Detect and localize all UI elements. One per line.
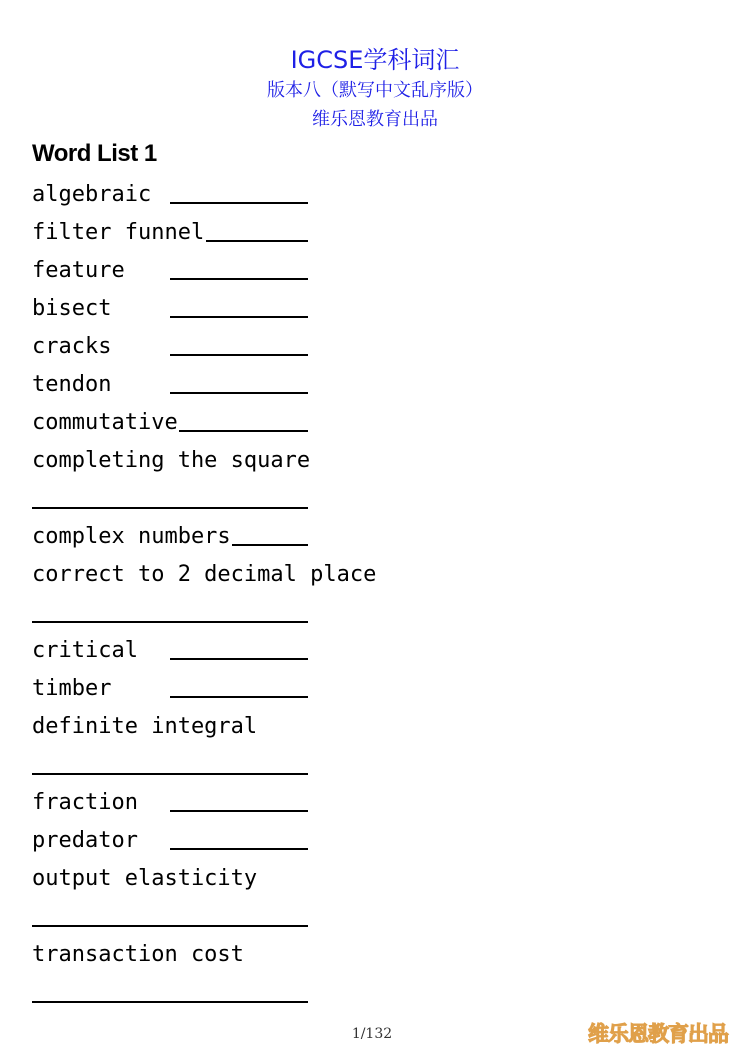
document-subtitle: 版本八（默写中文乱序版） <box>267 80 483 101</box>
answer-blank[interactable] <box>170 810 308 812</box>
word-entry <box>32 822 452 860</box>
word-entry <box>32 518 452 556</box>
word-term-line <box>32 556 452 594</box>
word-entry <box>32 404 452 442</box>
document-title: IGCSE学科词汇 <box>290 46 460 74</box>
word-entry <box>32 252 452 290</box>
word-term-line <box>32 708 452 746</box>
word-term: tendon <box>32 372 112 397</box>
word-term-line <box>32 936 452 974</box>
answer-blank[interactable] <box>170 658 308 660</box>
word-entry <box>32 366 452 404</box>
word-entry <box>32 936 452 1012</box>
answer-blank[interactable] <box>170 392 308 394</box>
word-term-line <box>32 442 452 480</box>
word-term: commutative <box>32 410 178 435</box>
answer-line <box>32 746 452 784</box>
word-term-line <box>32 860 452 898</box>
answer-line <box>32 898 452 936</box>
answer-blank[interactable] <box>32 1001 308 1003</box>
word-entry <box>32 290 452 328</box>
word-term: fraction <box>32 790 138 815</box>
word-entry <box>32 860 452 936</box>
word-term: correct to 2 decimal place <box>32 562 377 587</box>
answer-blank[interactable] <box>170 278 308 280</box>
answer-blank[interactable] <box>232 544 308 546</box>
word-list-heading: Word List 1 <box>32 140 157 167</box>
word-entry <box>32 784 452 822</box>
answer-blank[interactable] <box>32 507 308 509</box>
answer-blank[interactable] <box>179 430 308 432</box>
word-term: definite integral <box>32 714 258 739</box>
word-term: bisect <box>32 296 112 321</box>
word-term: critical <box>32 638 138 663</box>
word-term: output elasticity <box>32 866 258 891</box>
page-number: 1/132 <box>351 1026 393 1042</box>
word-entry <box>32 708 452 784</box>
word-entry <box>32 214 452 252</box>
word-term: complex numbers <box>32 524 231 549</box>
word-list <box>32 176 452 1012</box>
answer-blank[interactable] <box>170 202 308 204</box>
publisher-watermark: 维乐恩教育出品 <box>588 1022 728 1046</box>
answer-blank[interactable] <box>32 773 308 775</box>
word-term: timber <box>32 676 112 701</box>
word-term: predator <box>32 828 138 853</box>
answer-line <box>32 974 452 1012</box>
answer-blank[interactable] <box>170 316 308 318</box>
word-term: transaction cost <box>32 942 244 967</box>
word-term: algebraic <box>32 182 152 207</box>
publisher-line: 维乐恩教育出品 <box>312 109 438 130</box>
answer-blank[interactable] <box>170 848 308 850</box>
word-term: cracks <box>32 334 112 359</box>
word-term: filter funnel <box>32 220 205 245</box>
word-entry <box>32 670 452 708</box>
word-entry <box>32 176 452 214</box>
word-entry <box>32 328 452 366</box>
answer-blank[interactable] <box>206 240 308 242</box>
answer-blank[interactable] <box>170 696 308 698</box>
answer-blank[interactable] <box>170 354 308 356</box>
word-entry <box>32 442 452 518</box>
word-entry <box>32 556 452 632</box>
answer-blank[interactable] <box>32 925 308 927</box>
answer-line <box>32 594 452 632</box>
word-entry <box>32 632 452 670</box>
word-term: completing the square <box>32 448 311 473</box>
word-term: feature <box>32 258 125 283</box>
answer-line <box>32 480 452 518</box>
answer-blank[interactable] <box>32 621 308 623</box>
